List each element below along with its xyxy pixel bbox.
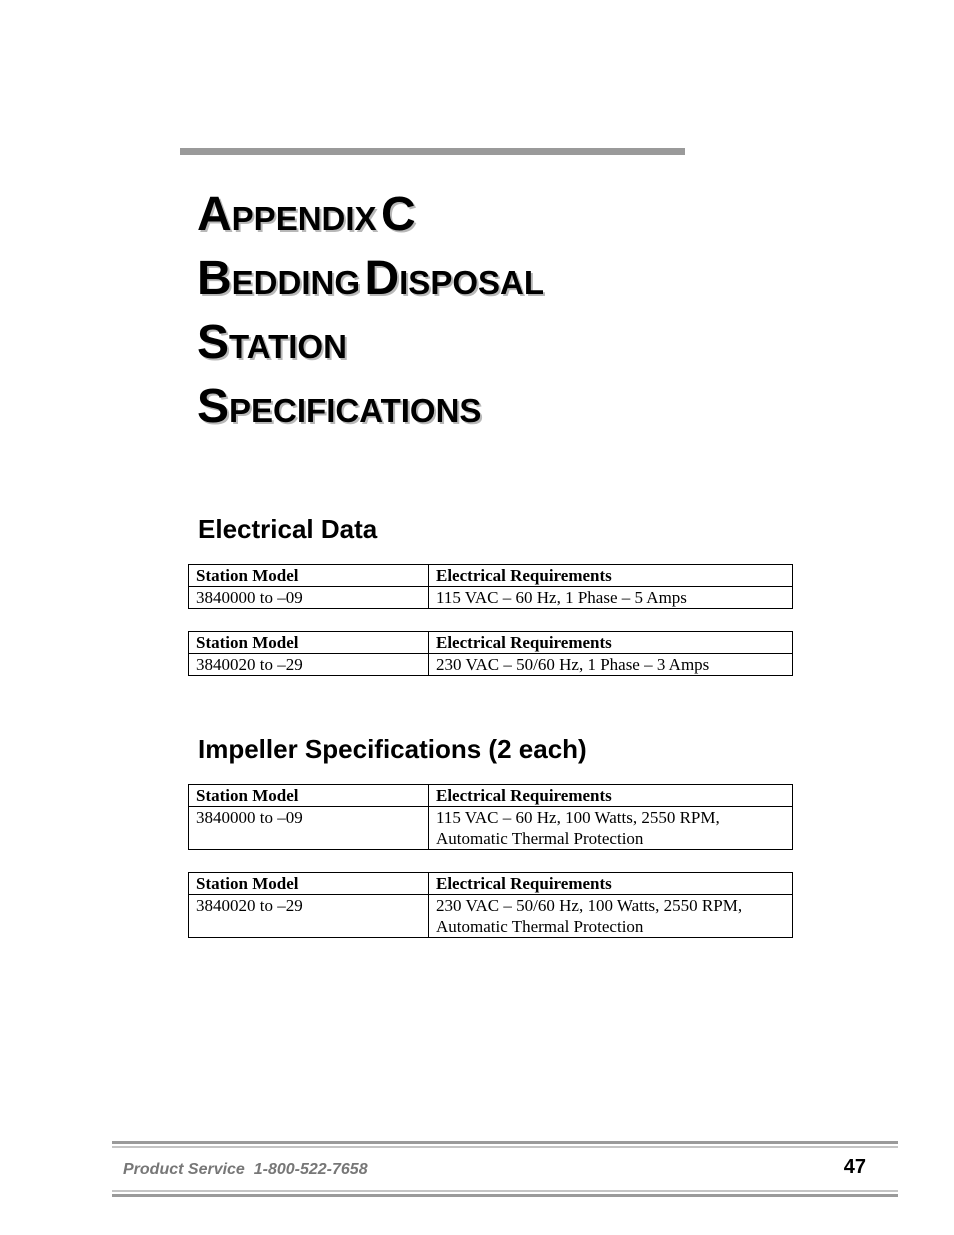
table-header-row xyxy=(189,632,793,654)
title-rest: PPENDIX xyxy=(231,200,377,237)
column-header: Station Model xyxy=(189,785,429,807)
title-cap: S xyxy=(197,380,230,433)
table-row xyxy=(189,807,793,850)
requirements-cell: 230 VAC – 50/60 Hz, 1 Phase – 3 Amps xyxy=(429,654,793,676)
page-title xyxy=(197,183,544,439)
column-header: Electrical Requirements xyxy=(429,565,793,587)
title-rest: PECIFICATIONS xyxy=(229,392,482,429)
impeller-specifications-heading: Impeller Specifications (2 each) xyxy=(198,734,587,764)
station-model-cell: 3840020 to –29 xyxy=(189,654,429,676)
top-rule xyxy=(180,148,685,155)
column-header: Electrical Requirements xyxy=(429,785,793,807)
table-header-row xyxy=(189,565,793,587)
title-line xyxy=(197,247,544,311)
column-header: Electrical Requirements xyxy=(429,873,793,895)
table-header-row xyxy=(189,785,793,807)
title-cap: D xyxy=(364,252,400,305)
footer-rule xyxy=(112,1141,898,1144)
title-rest: EDDING xyxy=(231,264,361,301)
footer-rule xyxy=(112,1146,898,1148)
title-rest: TATION xyxy=(229,328,347,365)
title-line xyxy=(197,183,544,247)
electrical-table xyxy=(188,631,793,676)
table-row xyxy=(189,895,793,938)
column-header: Station Model xyxy=(189,565,429,587)
column-header: Station Model xyxy=(189,632,429,654)
impeller-table xyxy=(188,872,793,938)
table-header-row xyxy=(189,873,793,895)
page-number: 47 xyxy=(843,1156,866,1178)
title-line xyxy=(197,375,544,439)
column-header: Station Model xyxy=(189,873,429,895)
table-row xyxy=(189,654,793,676)
footer-rule xyxy=(112,1194,898,1197)
title-cap: C xyxy=(381,188,416,241)
table-row xyxy=(189,587,793,609)
title-cap: B xyxy=(197,252,232,305)
title-line xyxy=(197,311,544,375)
station-model-cell: 3840000 to –09 xyxy=(189,807,429,850)
footer-rule xyxy=(112,1190,898,1192)
title-cap: A xyxy=(197,188,232,241)
station-model-cell: 3840000 to –09 xyxy=(189,587,429,609)
requirements-cell: 115 VAC – 60 Hz, 1 Phase – 5 Amps xyxy=(429,587,793,609)
title-rest: ISPOSAL xyxy=(399,264,544,301)
impeller-table xyxy=(188,784,793,850)
column-header: Electrical Requirements xyxy=(429,632,793,654)
station-model-cell: 3840020 to –29 xyxy=(189,895,429,938)
title-cap: S xyxy=(197,316,230,369)
electrical-data-heading: Electrical Data xyxy=(198,514,378,544)
electrical-table xyxy=(188,564,793,609)
product-service-phone: Product Service 1-800-522-7658 xyxy=(123,1161,368,1178)
requirements-cell: 115 VAC – 60 Hz, 100 Watts, 2550 RPM, Automatic Thermal Protection xyxy=(429,807,793,850)
requirements-cell: 230 VAC – 50/60 Hz, 100 Watts, 2550 RPM, Automatic Thermal Protection xyxy=(429,895,793,938)
